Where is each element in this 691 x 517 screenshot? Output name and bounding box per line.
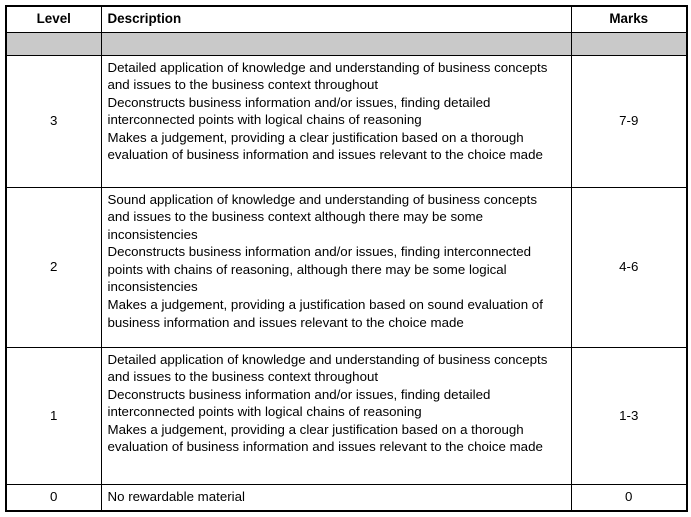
description-paragraph: Deconstructs business information and/or issues, finding detailed interconnected points with logical chains of reasoning: [107, 386, 491, 420]
table-header: [6, 6, 687, 55]
description-paragraph: Detailed application of knowledge and understanding of business concepts and issues to the business context throughout: [107, 59, 548, 93]
level-cell: 1: [6, 347, 101, 484]
level-cell: 2: [6, 187, 101, 347]
description-paragraph: No rewardable material: [107, 488, 245, 504]
description-cell: [101, 187, 571, 347]
description-paragraph: Detailed application of knowledge and understanding of business concepts and issues to the business context throughout: [107, 351, 548, 385]
table-row: [6, 187, 687, 347]
description-paragraph: Makes a judgement, providing a justification based on sound evaluation of business information and issues relevant to the choice made: [107, 297, 543, 330]
table-row: [6, 55, 687, 187]
description-cell: [101, 55, 571, 187]
description-paragraph: Makes a judgement, providing a clear justification based on a thorough evaluation of business information and issues relevant to the choice made: [107, 129, 543, 163]
description-paragraph: Sound application of knowledge and understanding of business concepts and issues to the business context although there may be some inconsistencies: [107, 191, 537, 242]
marks-column-header: Marks: [571, 6, 687, 32]
level-cell: 3: [6, 55, 101, 187]
marks-cell: 4-6: [571, 187, 687, 347]
marks-cell: 7-9: [571, 55, 687, 187]
marks-cell: 1-3: [571, 347, 687, 484]
level-cell: 0: [6, 484, 101, 511]
description-paragraph: Makes a judgement, providing a clear justification based on a thorough evaluation of business information and issues relevant to the choice made: [107, 421, 543, 455]
description-paragraph: Deconstructs business information and/or issues, finding detailed interconnected points with logical chains of reasoning: [107, 94, 491, 128]
description-column-header: Description: [101, 6, 571, 32]
table-row: [6, 347, 687, 484]
marks-cell: 0: [571, 484, 687, 511]
table-body: [6, 55, 687, 511]
spacer-cell-marks: [571, 32, 687, 55]
spacer-cell-level: [6, 32, 101, 55]
mark-scheme-table: [5, 5, 688, 512]
level-column-header: Level: [6, 6, 101, 32]
description-cell: [101, 484, 571, 511]
spacer-row: [6, 32, 687, 55]
description-paragraph: Deconstructs business information and/or issues, finding interconnected points with chains of reasoning, although there may be some logical inconsistencies: [107, 244, 532, 295]
header-row: [6, 6, 687, 32]
spacer-cell-description: [101, 32, 571, 55]
table-row: [6, 484, 687, 511]
description-cell: [101, 347, 571, 484]
